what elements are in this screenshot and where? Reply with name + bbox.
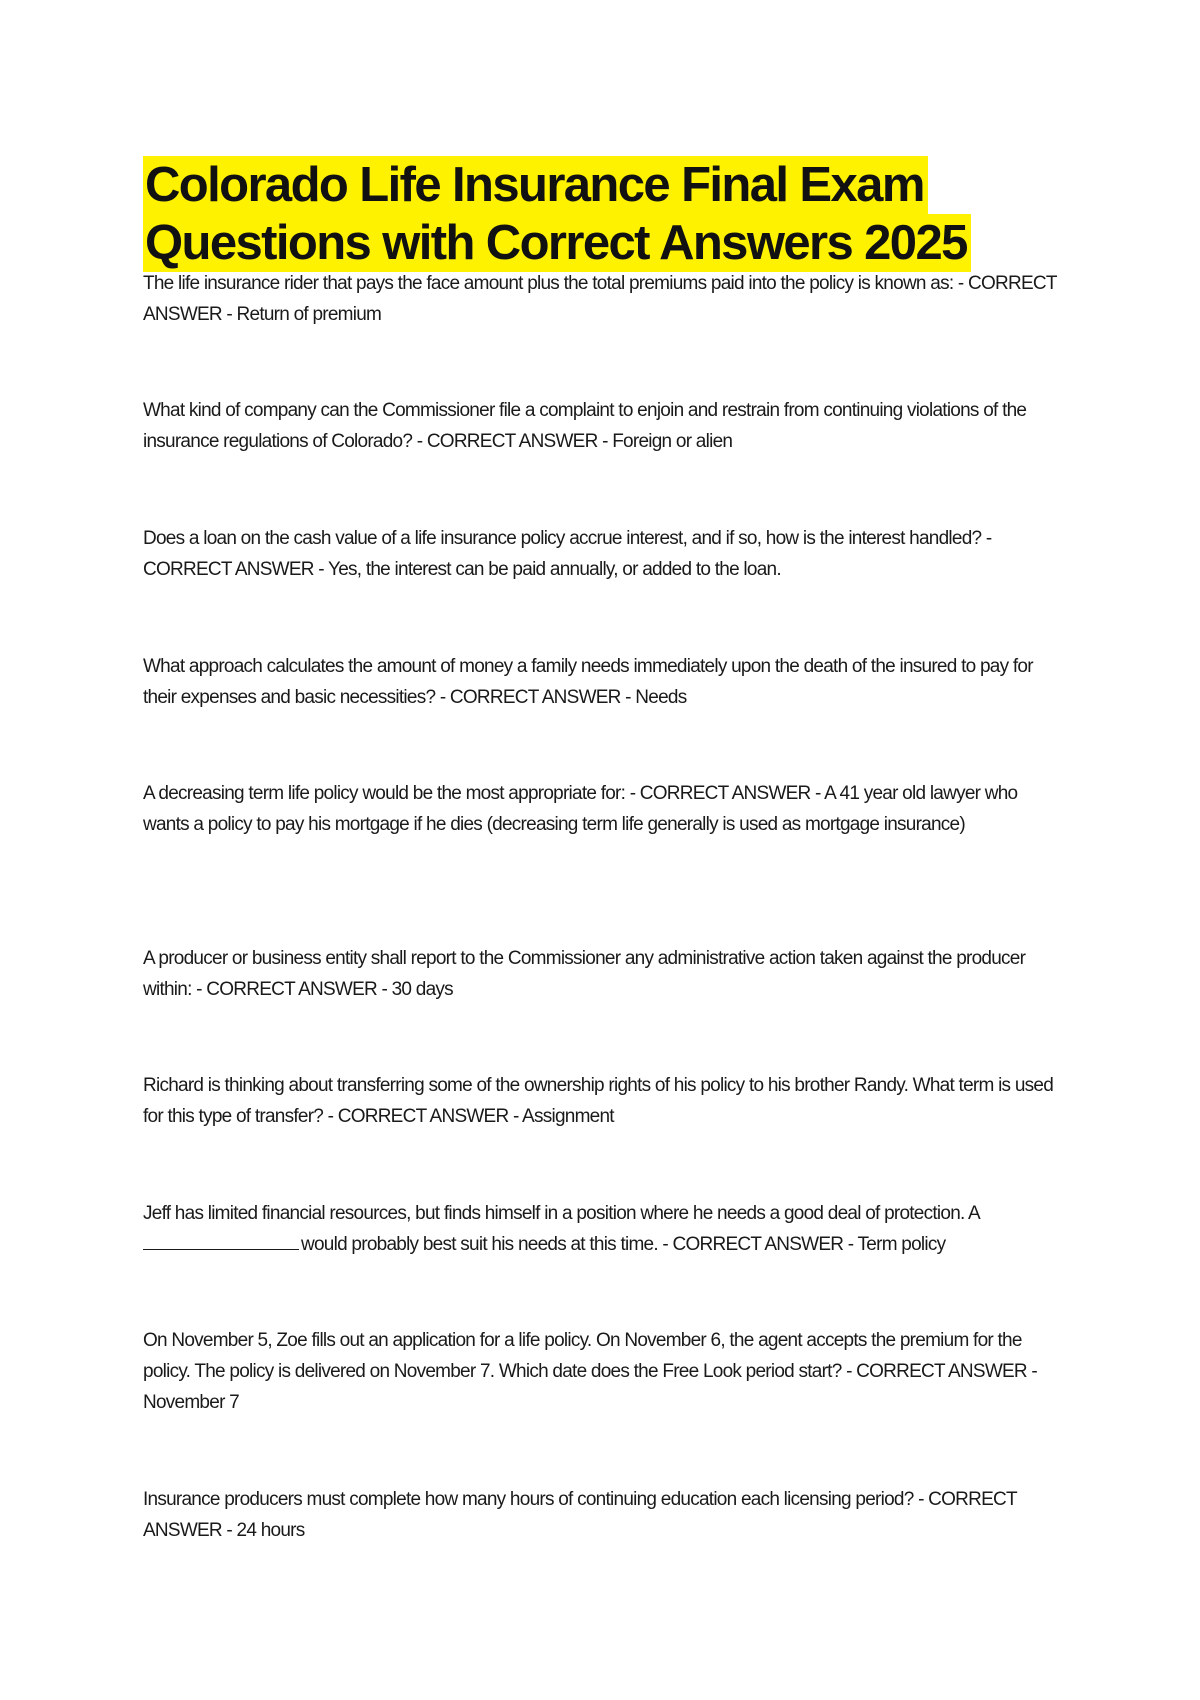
answer-marker: - CORRECT ANSWER - xyxy=(439,687,631,708)
question-text: What kind of company can the Commissioner file a complaint to enjoin and restrain from continuing violations of the insurance regulations of Colorado? xyxy=(143,400,1027,452)
question-text: Does a loan on the cash value of a life insurance policy accrue interest, and if so, how is the interest handled? xyxy=(143,528,982,549)
answer-text: Needs xyxy=(635,687,687,708)
question-text: What approach calculates the amount of money a family needs immediately upon the death of the insured to pay for their expenses and basic necessities? xyxy=(143,656,1033,708)
qa-item-10 xyxy=(143,1484,1063,1546)
question-text: Jeff has limited financial resources, but finds himself in a position where he needs a good deal of protection. A xyxy=(143,1203,979,1224)
answer-marker: - CORRECT ANSWER - xyxy=(327,1106,519,1127)
answer-marker: - CORRECT ANSWER - xyxy=(846,1361,1037,1382)
question-text-continued: would probably best suit his needs at this time. xyxy=(301,1234,658,1255)
qa-item-4 xyxy=(143,651,1063,713)
question-text: Richard is thinking about transferring some of the ownership rights of his policy to his brother Randy. What term is used for this type of transfer? xyxy=(143,1075,1054,1127)
answer-marker: - CORRECT ANSWER - xyxy=(629,783,821,804)
answer-text: Yes, the interest can be paid annually, or added to the loan. xyxy=(328,559,781,580)
title-line-2: Questions with Correct Answers 2025 xyxy=(143,214,971,272)
question-text: Insurance producers must complete how many hours of continuing education each licensing period? xyxy=(143,1489,914,1510)
answer-marker: - CORRECT ANSWER - xyxy=(416,431,608,452)
qa-item-2 xyxy=(143,395,1063,457)
answer-marker: - CORRECT ANSWER - xyxy=(143,1489,1017,1541)
question-text: A decreasing term life policy would be the most appropriate for: xyxy=(143,783,626,804)
answer-marker: - CORRECT ANSWER - xyxy=(662,1234,854,1255)
qa-item-1 xyxy=(143,268,1063,330)
qa-item-7 xyxy=(143,1070,1063,1132)
answer-marker: - CORRECT ANSWER - xyxy=(143,273,1057,325)
document-title xyxy=(143,156,1043,272)
answer-text: Return of premium xyxy=(236,304,382,325)
answer-text: November 7 xyxy=(143,1392,239,1413)
answer-text: Assignment xyxy=(522,1106,614,1127)
answer-marker: - CORRECT ANSWER - xyxy=(196,979,388,1000)
answer-text: A 41 year old lawyer who wants a policy to pay his mortgage if he dies (decreasing term life generally is used as mortgage insurance) xyxy=(143,783,1018,835)
answer-marker: - CORRECT ANSWER - xyxy=(143,528,992,580)
fill-in-blank xyxy=(143,1229,299,1250)
question-text: On November 5, Zoe fills out an application for a life policy. On November 6, the agent accepts the premium for the policy. The policy is delivered on November 7. Which date does the Free Look period start? xyxy=(143,1330,1022,1382)
qa-item-8 xyxy=(143,1198,1063,1260)
qa-item-6 xyxy=(143,943,1063,1005)
question-text: A producer or business entity shall report to the Commissioner any administrative action taken against the producer within: xyxy=(143,948,1026,1000)
answer-text: 30 days xyxy=(391,979,453,1000)
qa-item-3 xyxy=(143,523,1063,585)
qa-item-5 xyxy=(143,778,1063,840)
qa-item-9 xyxy=(143,1325,1063,1418)
answer-text: 24 hours xyxy=(236,1520,305,1541)
answer-text: Term policy xyxy=(857,1234,946,1255)
title-line-1: Colorado Life Insurance Final Exam xyxy=(143,156,928,214)
answer-text: Foreign or alien xyxy=(612,431,733,452)
question-text: The life insurance rider that pays the face amount plus the total premiums paid into the policy is known as: xyxy=(143,273,954,294)
